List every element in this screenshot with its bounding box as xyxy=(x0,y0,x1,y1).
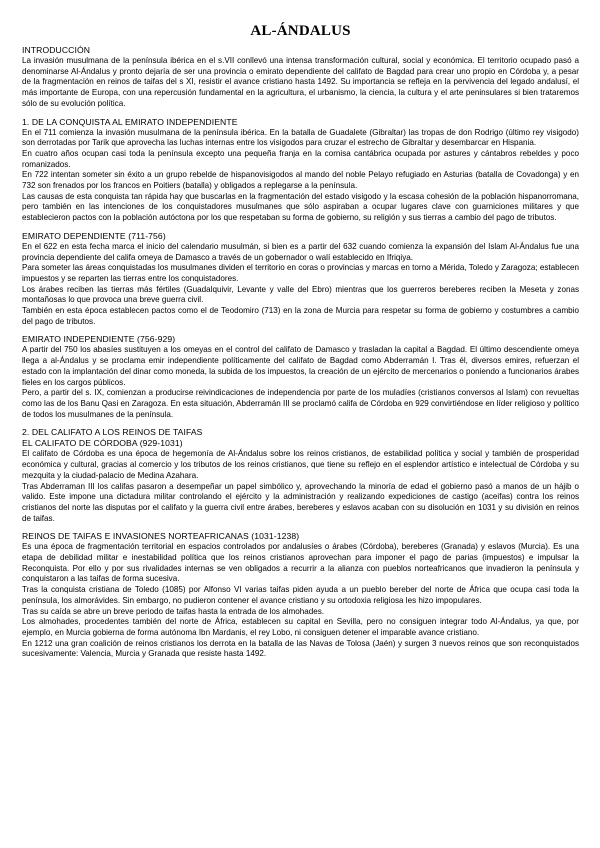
section-spacer xyxy=(22,224,579,231)
section-heading-conquista: 1. DE LA CONQUISTA AL EMIRATO INDEPENDIENTE xyxy=(22,116,238,127)
paragraph: También en esta época establecen pactos como el de Teodomiro (713) en la zona de Murcia para respetar su forma de gobierno y costumbres a cambio del pago de tributos. xyxy=(22,306,579,326)
paragraph: Tras la conquista cristiana de Toledo (1085) por Alfonso VI varias taifas piden ayuda a un pueblo bereber del norte de África que ocupa casi toda la península, los almorávides. Sin embargo, no pudieron contener el avance cristiano y su ortodoxia religiosa les hizo impopulares. xyxy=(22,585,579,605)
paragraph: Los árabes reciben las tierras más fértiles (Guadalquivir, Levante y valle del Ebro) mientras que los guerreros bereberes reciben la Meseta y zonas montañosas lo que provoca una breve guerra civil. xyxy=(22,284,579,305)
paragraph: En el 622 en esta fecha marca el inicio del calendario musulmán, si bien es a partir del 632 cuando comienza la expansión del Islam Al-Ándalus fue una provincia dependiente del califa omeya de Damasco a través de un gobernador o walí establecido en Ifriqiya. xyxy=(22,241,579,262)
paragraph: Es una época de fragmentación territorial en espacios controlados por andalusíes o árabes (Córdoba), bereberes (Granada) y eslavos (Murcia). Es una etapa de debilidad militar e inestabilidad política que los reinos cristianos aprovechan para imponer el pago de parias (impuestos) e impulsar la Reconquista. Por ello y por sus rivalidades internas se ven obligados a recurrir a la alianza con pueblos norteafricanos que invadieron la península y conquistaron a las taifas de forma sucesiva. xyxy=(22,542,579,584)
paragraph: Los almohades, procedentes también del norte de África, establecen su capital en Sevilla, pero no consiguen integrar todo Al-Ándalus, ya que, por ejemplo, en Murcia gobierna de forma autónoma Ibn Mardanis, el rey Lobo, ni consiguen detener el imparable avance cristiano. xyxy=(22,617,579,637)
section-spacer xyxy=(22,524,579,531)
document-title: AL-ÁNDALUS xyxy=(250,23,351,39)
paragraph: Tras su caída se abre un breve periodo de taifas hasta la entrada de los almohades. xyxy=(22,606,325,616)
paragraph: Para someter las áreas conquistadas los musulmanes dividen el territorio en coras o provincias y marcas en torno a Mérida, Toledo y Zaragoza; establecen impuestos y se reparten las tierras entre los conquistadores. xyxy=(22,263,579,283)
paragraph: Pero, a partir del s. IX, comienzan a producirse reivindicaciones de independencia por parte de los muladíes (cristianos conversos al Islam) con revueltas como las de los Banu Qasi en Zaragoza. En esta situación, Abderramán III se proclamó califa de Córdoba en 929 convirtiéndose en líder religioso y político de todos los musulmanes de la península. xyxy=(22,388,579,419)
section-heading-emirato-independiente: EMIRATO INDEPENDIENTE (756-929) xyxy=(22,334,176,345)
paragraph: En 722 intentan someter sin éxito a un grupo rebelde de hispanovisigodos al mando del noble Pelayo refugiado en Asturias (batalla de Covadonga) y en 732 son frenados por los francos en Poitiers (batalla) y obligados a replegarse a la península. xyxy=(22,170,579,191)
paragraph: El califato de Córdoba es una época de hegemonía de Al-Ándalus sobre los reinos cristianos, de estabilidad política y social y también de prosperidad económica y cultural, gracias al comercio y los tributos de los reinos cristianos, que tiene su reflejo en el esplendor artístico e intelectual de Córdoba y su mezquita y la ciudad-palacio de Medina Azahara. xyxy=(22,449,579,480)
section-heading-reinos-taifas: REINOS DE TAIFAS E INVASIONES NORTEAFRICANAS (1031-1238) xyxy=(22,531,300,542)
section-heading-califato-taifas: 2. DEL CALIFATO A LOS REINOS DE TAIFAS xyxy=(22,427,203,438)
subsection-heading-califato-cordoba: EL CALIFATO DE CÓRDOBA (929-1031) xyxy=(22,438,183,449)
section-heading-emirato-dependiente: EMIRATO DEPENDIENTE (711-756) xyxy=(22,230,166,241)
section-heading-introduccion: INTRODUCCIÓN xyxy=(22,45,91,55)
section-spacer xyxy=(22,327,579,334)
section-spacer xyxy=(22,110,579,117)
paragraph: En el 711 comienza la invasión musulmana de la península ibérica. En la batalla de Guadalete (Gibraltar) las tropas de don Rodrigo (último rey visigodo) son derrotadas por Tarik que aprovecha las luchas internas entre los visigodos para cruzar el estrecho de Gibraltar y desembarcar en Hispania. xyxy=(22,127,579,148)
paragraph: La invasión musulmana de la península ibérica en el s.VII conllevó una intensa transformación cultural, social y económica. El territorio ocupado pasó a denominarse Al-Ándalus y pronto dejaría de ser una provincia o emirato dependiente del califato de Bagdad para crear uno propio en Córdoba y, a pesar de la fragmentación en reinos de taifas del s XI, resistir el avance cristiano hasta 1492. Su importancia se refleja en la pervivencia del legado andalusí, el más importante de Europa, con una repercusión fundamental en la agricultura, el urbanismo, la ciencia, la cultura y el arte peninsulares si bien trataremos sólo de su evolución política. xyxy=(22,56,579,108)
section-spacer xyxy=(22,420,579,427)
paragraph: Las causas de esta conquista tan rápida hay que buscarlas en la fragmentación del estado visigodo y la escasa cohesión de la población hispanorromana, pero también en las intenciones de los conquistadores musulmanes que sólo aspiraban a ocupar lugares clave con guarniciones militares y que establecieron pactos con la población autóctona por los que respetaban su forma de gobierno, su religión y sus tierras a cambio del pago de tributos. xyxy=(22,191,579,223)
paragraph: Tras Abderraman III los califas pasaron a desempeñar un papel simbólico y, aprovechando la minoría de edad el gobierno pasó a manos de un hájib o valido. Este impone una dictadura militar controlando el ejército y la administración y realizando expediciones de castigo (aceifas) contra los reinos cristianos del norte las disputas por el califato y la guerra civil entre árabes, bereberes y eslavos acaban con su disolución en 1031 y su división en reinos de taifas. xyxy=(22,481,579,523)
paragraph: En 1212 una gran coalición de reinos cristianos los derrota en la batalla de las Navas de Tolosa (Jaén) y surgen 3 nuevos reinos que son reconquistados sucesivamente: Valencia, Murcia y Granada que resiste hasta 1492. xyxy=(22,638,579,659)
paragraph: A partir del 750 los abasíes sustituyen a los omeyas en el control del califato de Damasco y trasladan la capital a Bagdad. El último descendiente omeya llega a al-Ándalus y se proclama emir independiente políticamente del califato de Bagdad como Abderramán I. Tras él, diversos emires, refuerzan el estado con la implantación del dinar como moneda, la subida de los impuestos, la creación de un ejército de mercenarios o poniendo a funcionarios árabes fieles en los cargos públicos. xyxy=(22,345,580,387)
paragraph: En cuatro años ocupan casi toda la península excepto una pequeña franja en la cornisa cantábrica ocupada por astures y cántabros rebeldes y poco romanizados. xyxy=(22,148,579,169)
